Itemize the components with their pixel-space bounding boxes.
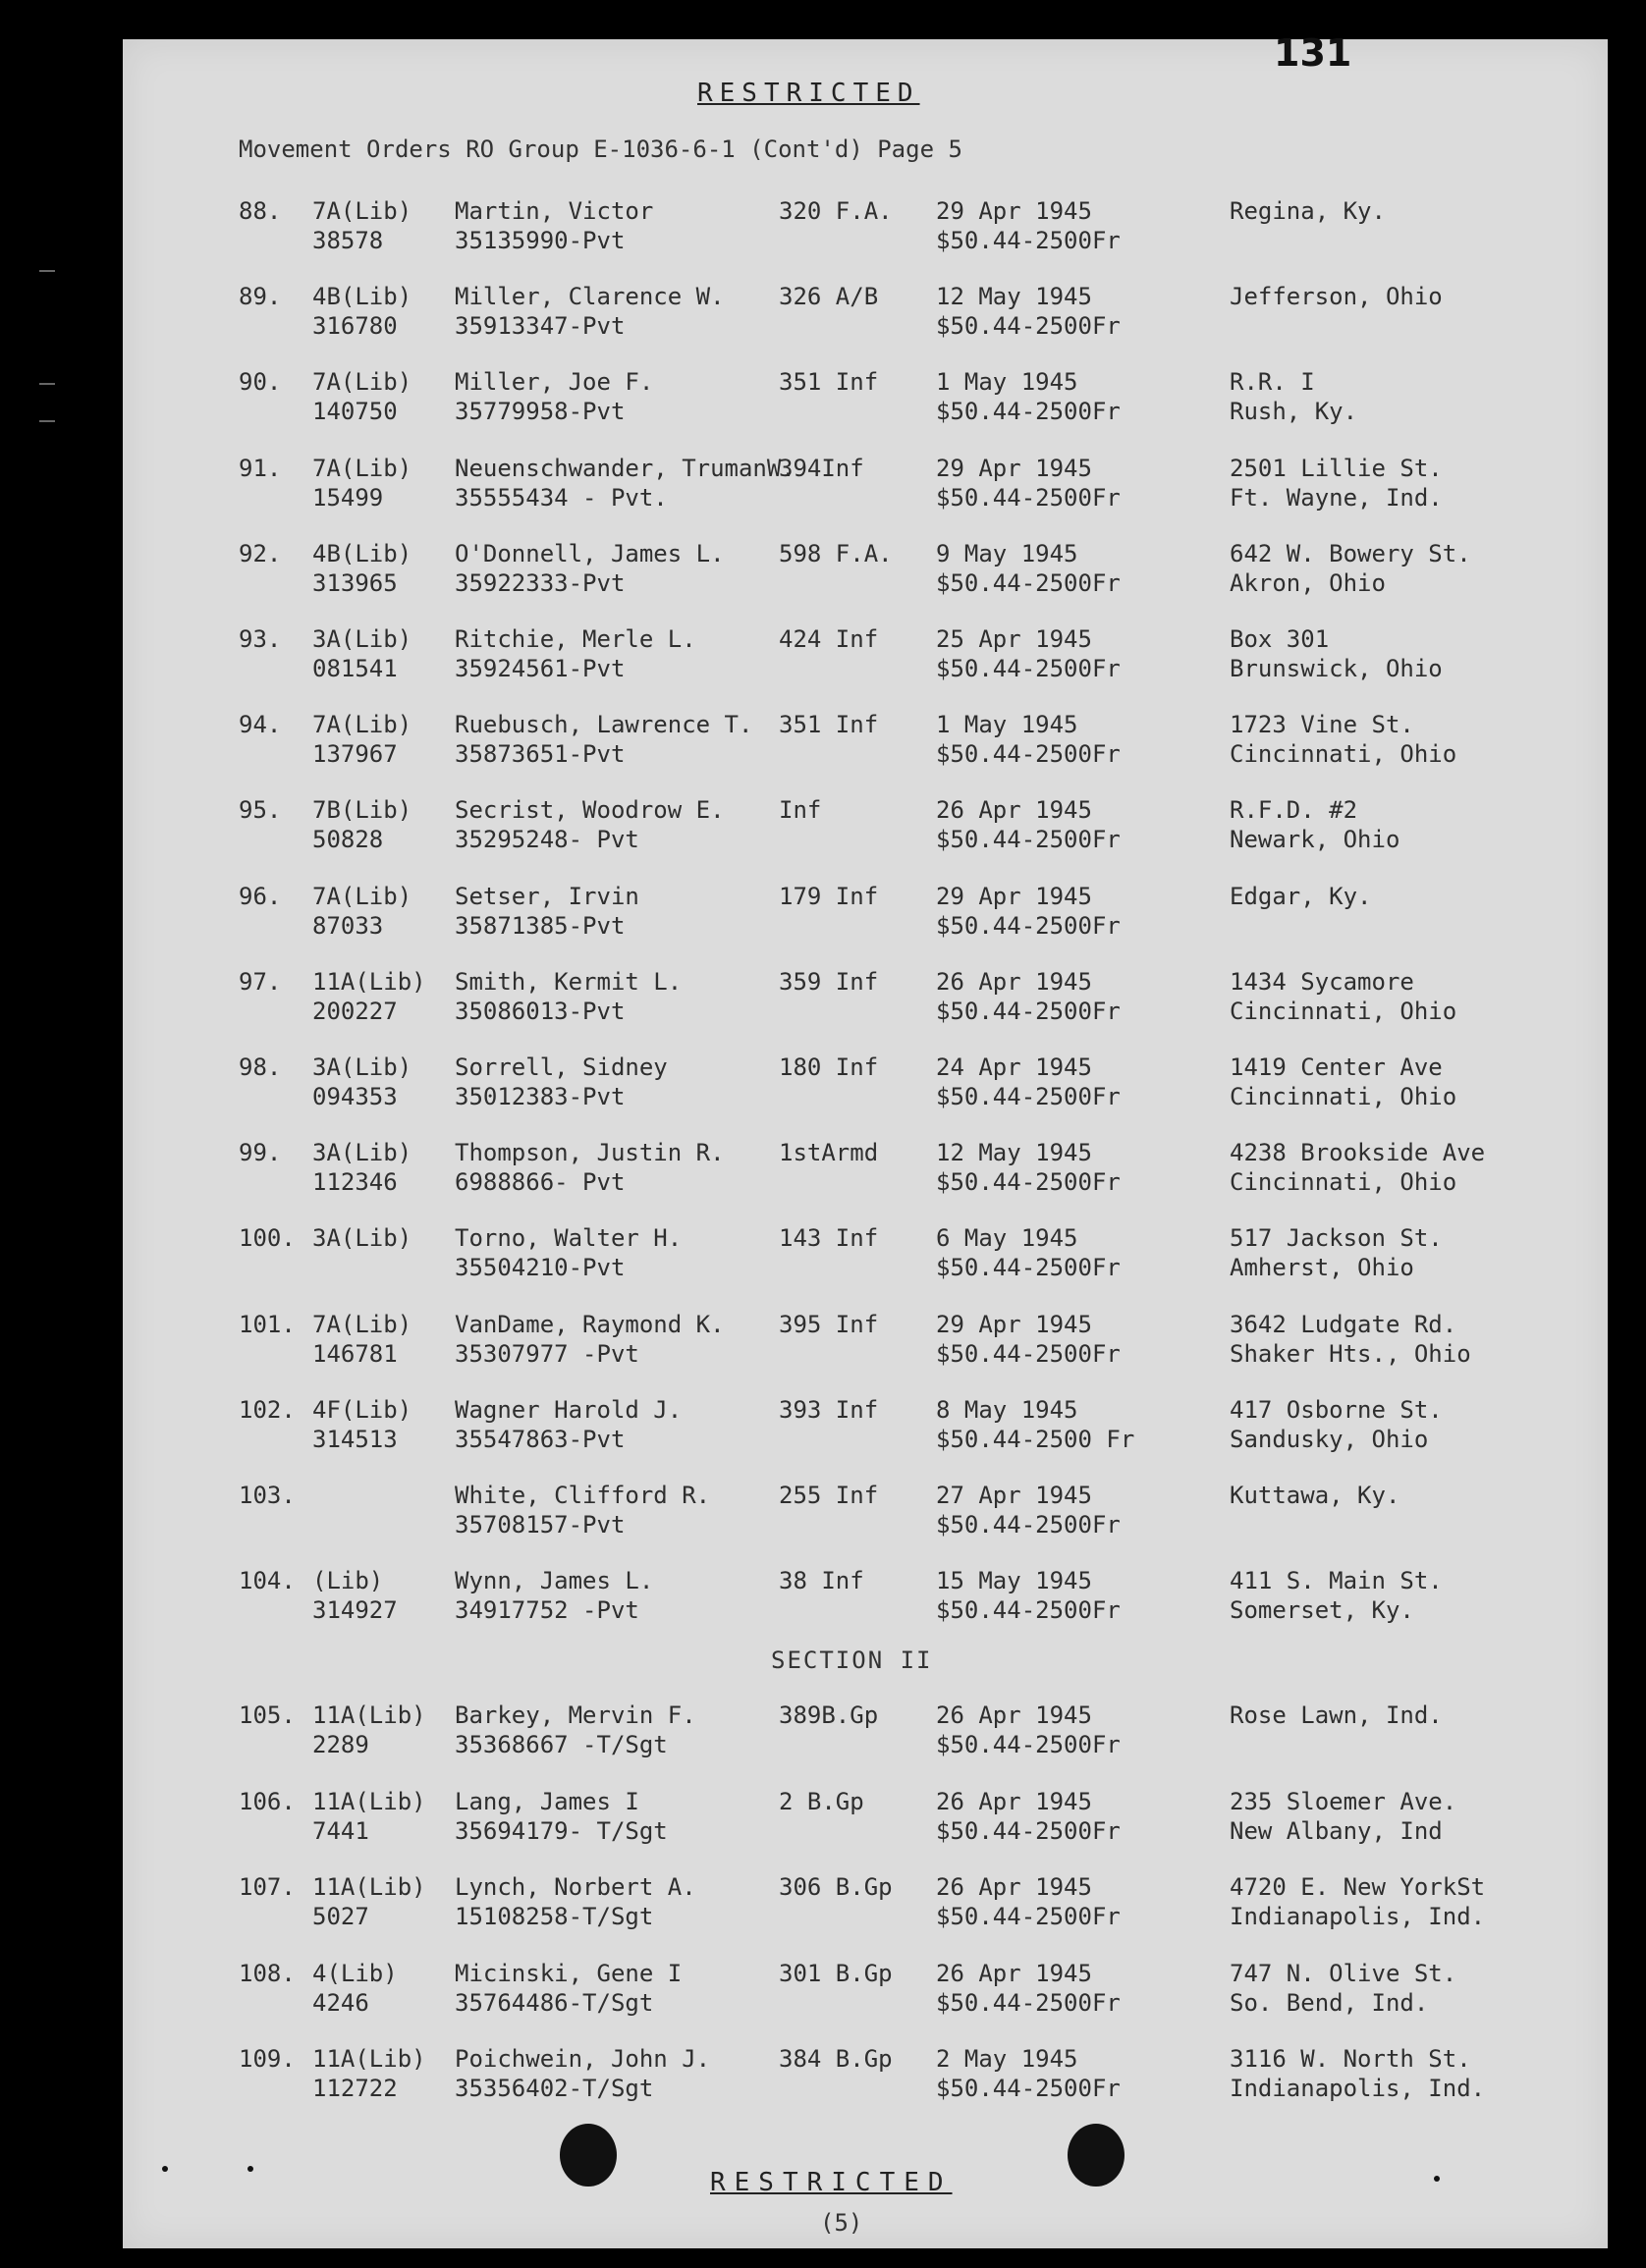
list-item [123,454,1608,538]
entry-name: Smith, Kermit L. [455,967,683,996]
entry-unit: Inf [779,796,822,825]
entry-pay: $50.44-2500Fr [936,911,1121,940]
entry-num: 88. [239,197,282,225]
entry-unit: 320 F.A. [779,197,893,225]
entry-addr1: Edgar, Ky. [1230,882,1372,910]
entry-code: 3A(Lib) [312,1139,412,1167]
entry-date: 2 May 1945 [936,2045,1078,2073]
ink-speck [162,2166,168,2172]
entry-addr1: Kuttawa, Ky. [1230,1482,1400,1509]
margin-tick [39,383,55,385]
entry-pay: $50.44-2500Fr [936,1988,1121,2017]
entry-serial: 35922333-Pvt [455,568,626,597]
entry-date: 8 May 1945 [936,1395,1078,1424]
entry-pay: $50.44-2500Fr [936,227,1121,254]
entry-addr2: Cincinnati, Ohio [1230,1083,1457,1110]
entry-addr1: R.R. I [1230,368,1315,397]
entry-code: 11A(Lib) [312,1701,426,1729]
entry-num: 105. [239,1701,296,1729]
list-item [123,196,1608,281]
entry-code: 11A(Lib) [312,2045,426,2073]
entry-serial: 35764486-T/Sgt [455,1988,654,2017]
entry-pay: $50.44-2500Fr [936,1511,1121,1539]
entry-id: 15499 [312,483,384,512]
entry-num: 104. [239,1567,296,1595]
entry-addr1: Box 301 [1230,625,1330,653]
entry-code: 7A(Lib) [312,711,412,739]
entry-date: 26 Apr 1945 [936,1959,1092,1987]
entry-pay: $50.44-2500Fr [936,997,1121,1025]
entry-num: 98. [239,1053,282,1081]
entry-addr2: Newark, Ohio [1230,826,1400,854]
entry-unit: 301 B.Gp [779,1959,893,1987]
entry-date: 29 Apr 1945 [936,882,1092,910]
entry-unit: 351 Inf [779,711,879,739]
entry-addr1: Rose Lawn, Ind. [1230,1701,1443,1729]
entry-addr2: Cincinnati, Ohio [1230,997,1457,1025]
entry-code: 4F(Lib) [312,1395,412,1424]
entry-pay: $50.44-2500Fr [936,1596,1121,1625]
document-subheading: Movement Orders RO Group E-1036-6-1 (Cont'd) Page 5 [239,135,962,163]
entry-name: Micinski, Gene I [455,1959,683,1987]
entry-id: 50828 [312,826,384,854]
entry-code: 11A(Lib) [312,967,426,996]
entry-addr1: 4238 Brookside Ave [1230,1139,1486,1167]
entry-addr1: 411 S. Main St. [1230,1567,1443,1595]
entry-addr2: Indianapolis, Ind. [1230,2075,1486,2102]
entry-serial: 35873651-Pvt [455,740,626,769]
header-classification: RESTRICTED [697,79,920,108]
entry-serial: 35547863-Pvt [455,1425,626,1453]
entry-code: 3A(Lib) [312,1224,412,1253]
entry-date: 25 Apr 1945 [936,625,1092,653]
entry-code: 7B(Lib) [312,796,412,825]
entry-date: 26 Apr 1945 [936,1787,1092,1815]
entry-id: 081541 [312,655,398,682]
entry-unit: 180 Inf [779,1053,879,1081]
entry-id: 87033 [312,911,384,940]
entry-pay: $50.44-2500Fr [936,1731,1121,1758]
entry-addr2: Sandusky, Ohio [1230,1425,1429,1453]
entry-unit: 393 Inf [779,1395,879,1424]
punch-hole [1068,2124,1125,2187]
entry-date: 29 Apr 1945 [936,197,1092,225]
list-item [123,624,1608,709]
entry-num: 96. [239,882,282,910]
entry-pay: $50.44-2500Fr [936,312,1121,341]
entry-addr1: 517 Jackson St. [1230,1224,1443,1253]
entry-num: 109. [239,2045,296,2073]
entry-pay: $50.44-2500 Fr [936,1425,1135,1453]
entry-num: 97. [239,967,282,996]
entry-serial: 35694179- T/Sgt [455,1816,668,1845]
entry-date: 26 Apr 1945 [936,1873,1092,1901]
entry-date: 29 Apr 1945 [936,1310,1092,1338]
entry-date: 24 Apr 1945 [936,1053,1092,1081]
entry-id: 38578 [312,227,384,254]
entry-num: 102. [239,1395,296,1424]
entry-unit: 395 Inf [779,1310,879,1338]
list-item [123,1223,1608,1308]
entry-serial: 35086013-Pvt [455,997,626,1025]
entry-addr1: R.F.D. #2 [1230,796,1358,825]
entry-num: 100. [239,1224,296,1253]
entry-unit: 143 Inf [779,1224,879,1253]
list-item [123,1310,1608,1394]
list-item [123,367,1608,452]
entry-id: 094353 [312,1083,398,1110]
entry-addr1: 3642 Ludgate Rd. [1230,1310,1457,1338]
entry-num: 91. [239,454,282,482]
entry-date: 1 May 1945 [936,711,1078,739]
list-item [123,710,1608,794]
entry-name: Secrist, Woodrow E. [455,796,725,825]
list-item [123,1053,1608,1137]
entry-name: Lang, James I [455,1787,639,1815]
entry-serial: 35504210-Pvt [455,1254,626,1282]
entry-num: 108. [239,1959,296,1987]
entry-name: Wagner Harold J. [455,1395,683,1424]
entry-id: 2289 [312,1731,369,1758]
entry-code: 4B(Lib) [312,539,412,567]
entry-addr2: Akron, Ohio [1230,568,1386,597]
entry-num: 99. [239,1139,282,1167]
section-title: SECTION II [771,1647,933,1674]
entry-addr2: Somerset, Ky. [1230,1596,1414,1625]
entry-unit: 306 B.Gp [779,1873,893,1901]
entry-id: 314513 [312,1425,398,1453]
entry-addr1: 1723 Vine St. [1230,711,1414,739]
entry-name: Miller, Joe F. [455,368,654,397]
entry-serial: 35356402-T/Sgt [455,2075,654,2102]
entry-serial: 35924561-Pvt [455,655,626,682]
entry-name: Sorrell, Sidney [455,1053,668,1081]
entry-addr1: 747 N. Olive St. [1230,1959,1457,1987]
entry-unit: 598 F.A. [779,539,893,567]
entry-addr1: 1419 Center Ave [1230,1053,1443,1081]
entry-unit: 255 Inf [779,1482,879,1509]
entry-unit: 351 Inf [779,368,879,397]
entry-code: 11A(Lib) [312,1873,426,1901]
list-item [123,539,1608,623]
entry-id: 314927 [312,1596,398,1625]
entry-serial: 15108258-T/Sgt [455,1903,654,1930]
entry-pay: $50.44-2500Fr [936,398,1121,426]
entry-addr1: 642 W. Bowery St. [1230,539,1471,567]
entry-num: 94. [239,711,282,739]
entry-code: 3A(Lib) [312,1053,412,1081]
entry-code: 4(Lib) [312,1959,398,1987]
entry-unit: 1stArmd [779,1139,879,1167]
entry-pay: $50.44-2500Fr [936,1168,1121,1197]
list-item [123,2044,1608,2129]
entry-unit: 394Inf [779,454,864,482]
entry-serial: 35913347-Pvt [455,312,626,341]
list-item [123,882,1608,966]
entry-code: 7A(Lib) [312,882,412,910]
entry-id: 5027 [312,1903,369,1930]
entry-addr2: Amherst, Ohio [1230,1254,1414,1282]
entry-pay: $50.44-2500Fr [936,1816,1121,1845]
ink-speck [247,2166,253,2172]
entry-name: Torno, Walter H. [455,1224,683,1253]
entry-code: 7A(Lib) [312,1310,412,1338]
entry-pay: $50.44-2500Fr [936,483,1121,512]
entry-id: 316780 [312,312,398,341]
entry-num: 103. [239,1482,296,1509]
entry-addr2: Cincinnati, Ohio [1230,1168,1457,1197]
entry-code: 4B(Lib) [312,283,412,311]
entry-name: O'Donnell, James L. [455,539,725,567]
entry-unit: 326 A/B [779,283,879,311]
entry-id: 200227 [312,997,398,1025]
entry-pay: $50.44-2500Fr [936,568,1121,597]
list-item [123,1872,1608,1957]
entry-serial: 34917752 -Pvt [455,1596,639,1625]
entry-addr2: Cincinnati, Ohio [1230,740,1457,769]
document-page [123,31,1608,2248]
entry-unit: 179 Inf [779,882,879,910]
entry-name: Martin, Victor [455,197,654,225]
entry-serial: 35708157-Pvt [455,1511,626,1539]
footer-classification: RESTRICTED [710,2168,953,2197]
entry-pay: $50.44-2500Fr [936,1339,1121,1368]
entry-addr2: Indianapolis, Ind. [1230,1903,1486,1930]
entry-id: 140750 [312,398,398,426]
entry-name: Wynn, James L. [455,1567,654,1595]
entry-num: 95. [239,796,282,825]
entry-code: (Lib) [312,1567,384,1595]
entry-date: 15 May 1945 [936,1567,1092,1595]
entry-id: 7441 [312,1816,369,1845]
entry-num: 92. [239,539,282,567]
page-stamp-number: 131 [1274,31,1352,75]
list-item [123,967,1608,1052]
list-item [123,1566,1608,1650]
entry-addr1: 3116 W. North St. [1230,2045,1471,2073]
entry-addr2: Shaker Hts., Ohio [1230,1339,1471,1368]
entry-code: 11A(Lib) [312,1787,426,1815]
entry-name: Setser, Irvin [455,882,639,910]
entry-date: 1 May 1945 [936,368,1078,397]
entry-serial: 35368667 -T/Sgt [455,1731,668,1758]
entry-name: VanDame, Raymond K. [455,1310,725,1338]
entry-id: 146781 [312,1339,398,1368]
entry-addr1: 1434 Sycamore [1230,967,1414,996]
entry-code: 3A(Lib) [312,625,412,653]
footer-page-number: (5) [820,2209,863,2237]
entry-name: Thompson, Justin R. [455,1139,725,1167]
entry-num: 93. [239,625,282,653]
entry-serial: 35295248- Pvt [455,826,639,854]
entry-date: 29 Apr 1945 [936,454,1092,482]
entry-name: Poichwein, John J. [455,2045,711,2073]
list-item [123,282,1608,366]
entry-name: Ritchie, Merle L. [455,625,696,653]
entry-code: 7A(Lib) [312,197,412,225]
entry-id: 112722 [312,2075,398,2102]
entry-addr1: 235 Sloemer Ave. [1230,1787,1457,1815]
entry-serial: 35135990-Pvt [455,227,626,254]
entry-serial: 35779958-Pvt [455,398,626,426]
entry-name: Neuenschwander, TrumanW. [455,454,796,482]
entry-id: 313965 [312,568,398,597]
entry-addr2: Ft. Wayne, Ind. [1230,483,1443,512]
entry-pay: $50.44-2500Fr [936,1083,1121,1110]
entry-unit: 359 Inf [779,967,879,996]
entry-serial: 35012383-Pvt [455,1083,626,1110]
entry-num: 90. [239,368,282,397]
entry-date: 27 Apr 1945 [936,1482,1092,1509]
margin-tick [39,270,55,272]
entry-pay: $50.44-2500Fr [936,740,1121,769]
punch-hole [560,2124,617,2187]
entry-addr1: 2501 Lillie St. [1230,454,1443,482]
entry-num: 106. [239,1787,296,1815]
list-item [123,1787,1608,1871]
entry-name: Ruebusch, Lawrence T. [455,711,753,739]
entry-pay: $50.44-2500Fr [936,655,1121,682]
entry-addr1: 4720 E. New YorkSt [1230,1873,1486,1901]
entry-id: 4246 [312,1988,369,2017]
entry-code: 7A(Lib) [312,368,412,397]
entry-num: 101. [239,1310,296,1338]
entry-name: Barkey, Mervin F. [455,1701,696,1729]
margin-tick [39,420,55,422]
entry-addr2: So. Bend, Ind. [1230,1988,1429,2017]
list-item [123,1138,1608,1222]
entry-pay: $50.44-2500Fr [936,2075,1121,2102]
entry-pay: $50.44-2500Fr [936,1254,1121,1282]
entry-name: Miller, Clarence W. [455,283,725,311]
entry-id: 137967 [312,740,398,769]
entry-serial: 35307977 -Pvt [455,1339,639,1368]
entry-unit: 389B.Gp [779,1701,879,1729]
entry-unit: 38 Inf [779,1567,864,1595]
entry-name: Lynch, Norbert A. [455,1873,696,1901]
entry-serial: 6988866- Pvt [455,1168,626,1197]
list-item [123,1959,1608,2043]
entry-pay: $50.44-2500Fr [936,1903,1121,1930]
entry-id: 112346 [312,1168,398,1197]
entry-pay: $50.44-2500Fr [936,826,1121,854]
entry-serial: 35871385-Pvt [455,911,626,940]
entry-date: 26 Apr 1945 [936,796,1092,825]
entry-serial: 35555434 - Pvt. [455,483,668,512]
entry-date: 26 Apr 1945 [936,1701,1092,1729]
list-item [123,1701,1608,1785]
entry-date: 9 May 1945 [936,539,1078,567]
entry-name: White, Clifford R. [455,1482,711,1509]
entry-num: 89. [239,283,282,311]
entry-addr2: New Albany, Ind [1230,1816,1443,1845]
entry-date: 6 May 1945 [936,1224,1078,1253]
entry-date: 12 May 1945 [936,283,1092,311]
entry-date: 26 Apr 1945 [936,967,1092,996]
list-item [123,795,1608,880]
entry-unit: 384 B.Gp [779,2045,893,2073]
entry-addr1: Jefferson, Ohio [1230,283,1443,311]
entry-addr1: 417 Osborne St. [1230,1395,1443,1424]
entry-num: 107. [239,1873,296,1901]
entry-unit: 2 B.Gp [779,1787,864,1815]
list-item [123,1395,1608,1480]
entry-unit: 424 Inf [779,625,879,653]
ink-speck [1434,2176,1440,2182]
list-item [123,1481,1608,1565]
entry-addr2: Brunswick, Ohio [1230,655,1443,682]
entry-code: 7A(Lib) [312,454,412,482]
entry-date: 12 May 1945 [936,1139,1092,1167]
entry-addr1: Regina, Ky. [1230,197,1386,225]
entry-addr2: Rush, Ky. [1230,398,1358,426]
